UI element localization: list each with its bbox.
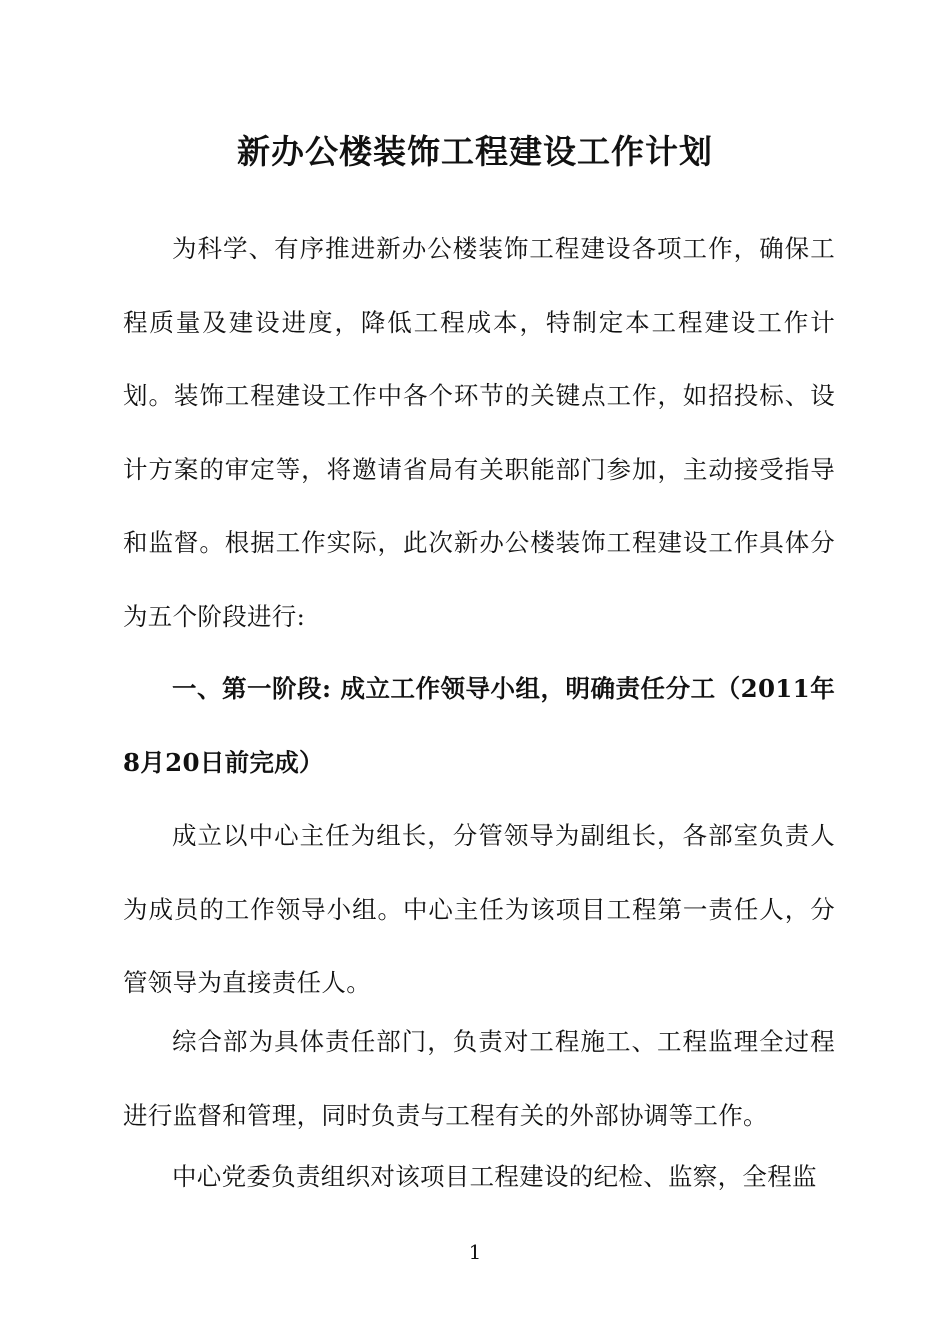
page-number: 1 — [468, 1240, 482, 1264]
section-heading-stage-one: 一、第一阶段: 成立工作领导小组，明确责任分工（2011年8月20日前完成） — [123, 674, 835, 777]
general-department-paragraph: 综合部为具体责任部门，负责对工程施工、工程监理全过程进行监督和管理，同时负责与工程有关的外部协调等工作。 — [123, 1027, 835, 1130]
leadership-group-paragraph: 成立以中心主任为组长，分管领导为副组长，各部室负责人为成员的工作领导小组。中心主任为该项目工程第一责任人，分管领导为直接责任人。 — [123, 821, 835, 997]
document-title: 新办公楼装饰工程建设工作计划 — [237, 132, 713, 171]
party-committee-paragraph: 中心党委负责组织对该项目工程建设的纪检、监察，全程监 — [172, 1162, 817, 1191]
intro-paragraph: 为科学、有序推进新办公楼装饰工程建设各项工作，确保工程质量及建设进度，降低工程成本，特制定本工程建设工作计划。装饰工程建设工作中各个环节的关键点工作，如招投标、设计方案的审定等，将邀请省局有关职能部门参加，主动接受指导和监督。根据工作实际，此次新办公楼装饰工程建设工作具体分为五个阶段进行: — [123, 234, 835, 631]
